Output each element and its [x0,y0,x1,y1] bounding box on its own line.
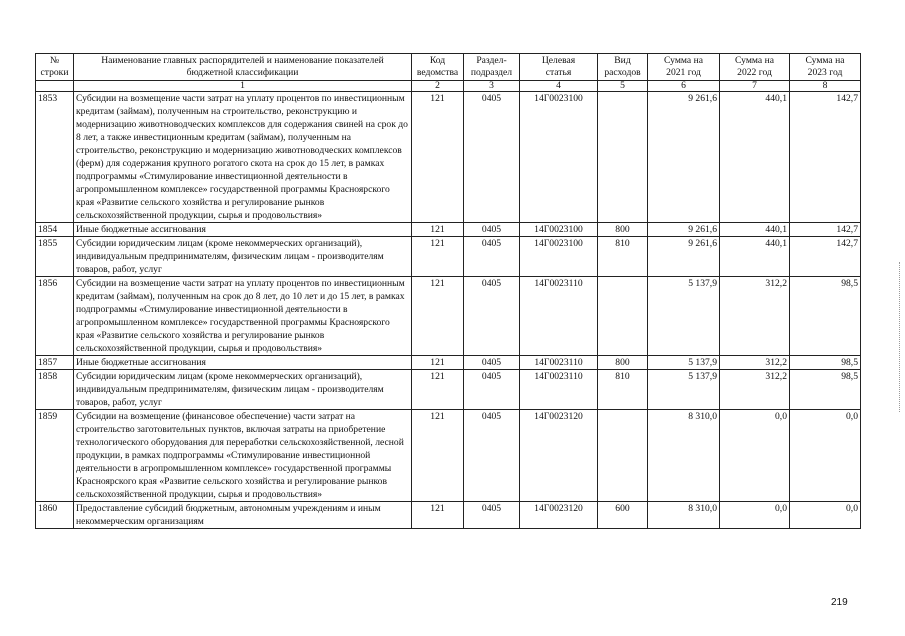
column-number-row [36,81,861,92]
row-sum-2021: 9 261,6 [648,237,720,277]
column-number: 8 [790,81,861,92]
row-sum-2022: 440,1 [720,223,790,237]
row-kind: 600 [598,502,648,529]
budget-table [35,53,861,529]
column-number: 3 [464,81,520,92]
row-sum-2021: 5 137,9 [648,277,720,356]
header-sum-2023: Сумма на 2023 год [790,54,861,81]
row-sum-2023: 0,0 [790,502,861,529]
row-dept: 121 [412,92,464,223]
column-number: 1 [74,81,412,92]
row-target: 14Г0023100 [520,237,598,277]
row-section: 0405 [464,410,520,502]
header-section: Раздел- подраздел [464,54,520,81]
row-number: 1855 [36,237,74,277]
row-name: Субсидии на возмещение части затрат на уплату процентов по инвестиционным кредитам (займам), полученным на срок до 8 лет, до 10 лет и до 15 лет, в рамках подпрограммы «Стимулирование инвестиционной деятельности в агропромышленном комплексе» государственной программы Красноярского края «Развитие сельского хозяйства и регулирование рынков сельскохозяйственной продукции, сырья и продовольствия» [74,277,412,356]
row-section: 0405 [464,237,520,277]
row-name: Субсидии юридическим лицам (кроме некоммерческих организаций), индивидуальным предпринимателям, физическим лицам - производителям товаров, работ, услуг [74,237,412,277]
row-target: 14Г0023110 [520,370,598,410]
row-target: 14Г0023110 [520,356,598,370]
column-number: 6 [648,81,720,92]
row-kind: 810 [598,370,648,410]
row-section: 0405 [464,502,520,529]
row-section: 0405 [464,92,520,223]
row-kind: 800 [598,223,648,237]
table-row [36,410,861,502]
row-name: Иные бюджетные ассигнования [74,223,412,237]
row-sum-2023: 98,5 [790,370,861,410]
table-row [36,502,861,529]
row-name: Субсидии юридическим лицам (кроме некоммерческих организаций), индивидуальным предпринимателям, физическим лицам - производителям товаров, работ, услуг [74,370,412,410]
row-number: 1857 [36,356,74,370]
row-section: 0405 [464,356,520,370]
row-kind [598,410,648,502]
row-sum-2023: 142,7 [790,223,861,237]
header-sum-2022: Сумма на 2022 год [720,54,790,81]
header-sum-2021: Сумма на 2021 год [648,54,720,81]
row-sum-2021: 9 261,6 [648,223,720,237]
header-row-no: № строки [36,54,74,81]
row-section: 0405 [464,223,520,237]
table-row [36,223,861,237]
table-row [36,356,861,370]
row-number: 1854 [36,223,74,237]
row-number: 1859 [36,410,74,502]
row-sum-2023: 0,0 [790,410,861,502]
row-sum-2021: 8 310,0 [648,410,720,502]
header-target: Целевая статья [520,54,598,81]
row-section: 0405 [464,277,520,356]
row-name: Субсидии на возмещение части затрат на уплату процентов по инвестиционным кредитам (займам), полученным на строительство, реконструкцию и модернизацию животноводческих комплексов для содержания свиней на срок до 8 лет, а также инвестиционным кредитам (займам), полученным на строительство, реконструкцию и модернизацию животноводческих комплексов (ферм) для содержания крупного рогатого скота на срок до 15 лет, в рамках подпрограммы «Стимулирование инвестиционной деятельности в агропромышленном комплексе» государственной программы Красноярского края «Развитие сельского хозяйства и регулирование рынков сельскохозяйственной продукции, сырья и продовольствия» [74,92,412,223]
row-sum-2022: 440,1 [720,237,790,277]
row-target: 14Г0023120 [520,502,598,529]
row-target: 14Г0023120 [520,410,598,502]
table-row [36,92,861,223]
row-sum-2023: 98,5 [790,356,861,370]
row-sum-2021: 9 261,6 [648,92,720,223]
row-dept: 121 [412,502,464,529]
row-dept: 121 [412,277,464,356]
column-number: 4 [520,81,598,92]
table-row [36,370,861,410]
table-body [36,92,861,529]
row-dept: 121 [412,237,464,277]
table-row [36,277,861,356]
row-target: 14Г0023110 [520,277,598,356]
header-kind: Вид расходов [598,54,648,81]
row-sum-2022: 312,2 [720,277,790,356]
row-sum-2023: 142,7 [790,237,861,277]
row-sum-2021: 8 310,0 [648,502,720,529]
column-number: 2 [412,81,464,92]
row-dept: 121 [412,370,464,410]
row-dept: 121 [412,356,464,370]
row-sum-2022: 0,0 [720,502,790,529]
scan-artifact-line [899,262,901,412]
row-number: 1853 [36,92,74,223]
row-number: 1856 [36,277,74,356]
row-name: Субсидии на возмещение (финансовое обеспечение) части затрат на строительство заготовительных пунктов, включая затраты на приобретение технологического оборудования для переработки сельскохозяйственной, лесной продукции, в рамках подпрограммы «Стимулирование инвестиционной деятельности в агропромышленном комплексе» государственной программы Красноярского края «Развитие сельского хозяйства и регулирование рынков сельскохозяйственной продукции, сырья и продовольствия» [74,410,412,502]
row-sum-2022: 0,0 [720,410,790,502]
row-dept: 121 [412,223,464,237]
column-number: 5 [598,81,648,92]
row-sum-2023: 142,7 [790,92,861,223]
header-name: Наименование главных распорядителей и наименование показателей бюджетной классификации [74,54,412,81]
row-sum-2022: 440,1 [720,92,790,223]
row-name: Иные бюджетные ассигнования [74,356,412,370]
row-number: 1858 [36,370,74,410]
row-kind: 810 [598,237,648,277]
row-sum-2022: 312,2 [720,370,790,410]
row-dept: 121 [412,410,464,502]
row-target: 14Г0023100 [520,223,598,237]
row-kind [598,92,648,223]
row-sum-2022: 312,2 [720,356,790,370]
row-number: 1860 [36,502,74,529]
header-dept: Код ведомства [412,54,464,81]
row-target: 14Г0023100 [520,92,598,223]
column-number: 7 [720,81,790,92]
row-sum-2023: 98,5 [790,277,861,356]
table-header [36,54,861,92]
column-number [36,81,74,92]
row-name: Предоставление субсидий бюджетным, автономным учреждениям и иным некоммерческим организациям [74,502,412,529]
row-kind: 800 [598,356,648,370]
page-number: 219 [831,597,848,608]
row-sum-2021: 5 137,9 [648,370,720,410]
row-kind [598,277,648,356]
row-sum-2021: 5 137,9 [648,356,720,370]
table-row [36,237,861,277]
row-section: 0405 [464,370,520,410]
